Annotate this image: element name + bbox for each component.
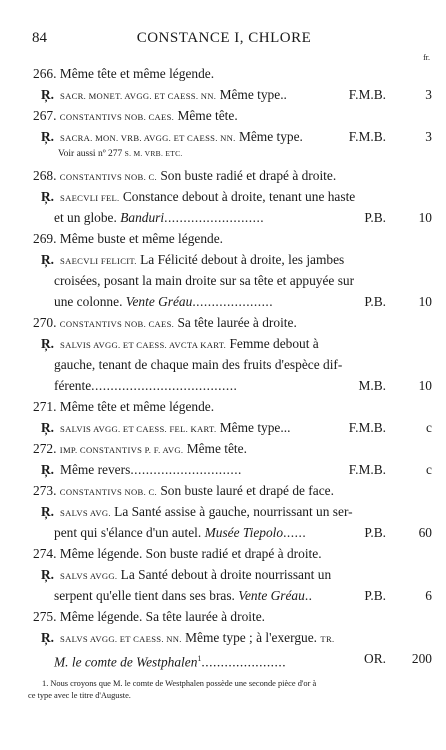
entry-269-reverse: Ŗ. SAECVLI FELICIT. La Félicité debout à droite, les jambes <box>41 252 345 267</box>
entry-272-obverse: 272. IMP. CONSTANTIVS P. F. AVG. Même tête. <box>33 441 247 456</box>
footnote-line-1: 1. Nous croyons que M. le comte de Westphalen possède une seconde pièce d'or à <box>42 679 317 688</box>
entry-273-reverse-cont: pent qui s'élance d'un autel. Musée Tiepolo...... P.B. 60 <box>54 525 432 540</box>
entry-273-obverse: 273. CONSTANTIVS NOB. C. Son buste lauré et drapé de face. <box>33 483 334 498</box>
entry-268-reverse: Ŗ. SAECVLI FEL. Constance debout à droite, tenant une haste <box>41 189 356 204</box>
entry-270-obverse: 270. CONSTANTIVS NOB. CAES. Sa tête laurée à droite. <box>33 315 297 330</box>
footnote-line-2: ce type avec le titre d'Auguste. <box>28 691 131 700</box>
metal-grade: F.M.B. <box>348 87 386 102</box>
entry-270-reverse: Ŗ. SALVIS AVGG. ET CAESS. AVCTA KART. Femme debout à <box>41 336 319 351</box>
entry-275-reverse: Ŗ. SALVS AVGG. ET CAESS. NN. Même type ; à l'exergue. TR. <box>41 630 335 645</box>
running-title: CONSTANCE I, CHLORE <box>136 30 312 46</box>
column-label: fr. <box>423 53 430 62</box>
entry-275-reverse-source: M. le comte de Westphalen$^1$...................... OR. 200 <box>54 651 432 670</box>
catalog-entries <box>0 63 446 669</box>
entry-266-reverse: Ŗ. SACR. MONET. AVGG. ET CAESS. NN. Même type.. F.M.B. 3 <box>0 84 446 105</box>
page-number: 84 <box>32 30 47 46</box>
entry-270-reverse-end: férente...................................... M.B. 10 <box>54 378 432 393</box>
entry-267-reverse: Ŗ. SACRA. MON. VRB. AVGG. ET CAESS. NN. Même type. F.M.B. 3 <box>41 129 432 144</box>
entry-269-reverse-cont: croisées, posant la main droite sur sa tête et appuyée sur <box>54 273 355 288</box>
price: 3 <box>425 87 432 102</box>
reverse-legend: SACR. MONET. AVGG. ET CAESS. NN. <box>60 91 217 101</box>
entry-267-obverse: 267. CONSTANTIVS NOB. CAES. Même tête. <box>33 108 238 123</box>
entry-271-reverse: Ŗ. SALVIS AVGG. ET CAESS. FEL. KART. Même type... F.M.B. c <box>41 420 432 435</box>
entry-269-reverse-source: une colonne. Vente Gréau..................... P.B. 10 <box>54 294 432 309</box>
reverse-mark: Ŗ. <box>41 87 55 102</box>
entry-274-reverse-cont: serpent qu'elle tient dans ses bras. Vente Gréau.. P.B. 6 <box>54 588 432 603</box>
page-header <box>32 30 416 50</box>
entry-274-obverse: 274. Même légende. Son buste radié et drapé à droite. <box>33 546 322 561</box>
footnotes <box>0 678 446 702</box>
entry-268-obverse: 268. CONSTANTIVS NOB. C. Son buste radié et drapé à droite. <box>33 168 337 183</box>
entry-269-obverse: 269. Même buste et même légende. <box>33 231 224 246</box>
entry-274-reverse: Ŗ. SALVS AVGG. La Santé debout à droite nourrissant un <box>41 567 332 582</box>
entry-271-obverse: 271. Même tête et même légende. <box>33 399 215 414</box>
entry-270-reverse-cont: gauche, tenant de chaque main des fruits d'espèce dif- <box>54 357 343 372</box>
footnote-ref: 1 <box>197 654 202 663</box>
entry-268-reverse-cont: et un globe. Banduri.......................... P.B. 10 <box>54 210 432 225</box>
entry-275-obverse: 275. Même légende. Sa tête laurée à droite. <box>33 609 266 624</box>
entry-266-obverse: 266. Même tête et même légende. <box>33 66 215 81</box>
entry-267-note: Voir aussi nº 277 S. M. VRB. ETC. <box>58 149 183 159</box>
entry-272-reverse: Ŗ. Même revers............................. F.M.B. c <box>41 462 432 477</box>
entry-273-reverse: Ŗ. SALVS AVG. La Santé assise à gauche, nourrissant un ser- <box>41 504 353 519</box>
